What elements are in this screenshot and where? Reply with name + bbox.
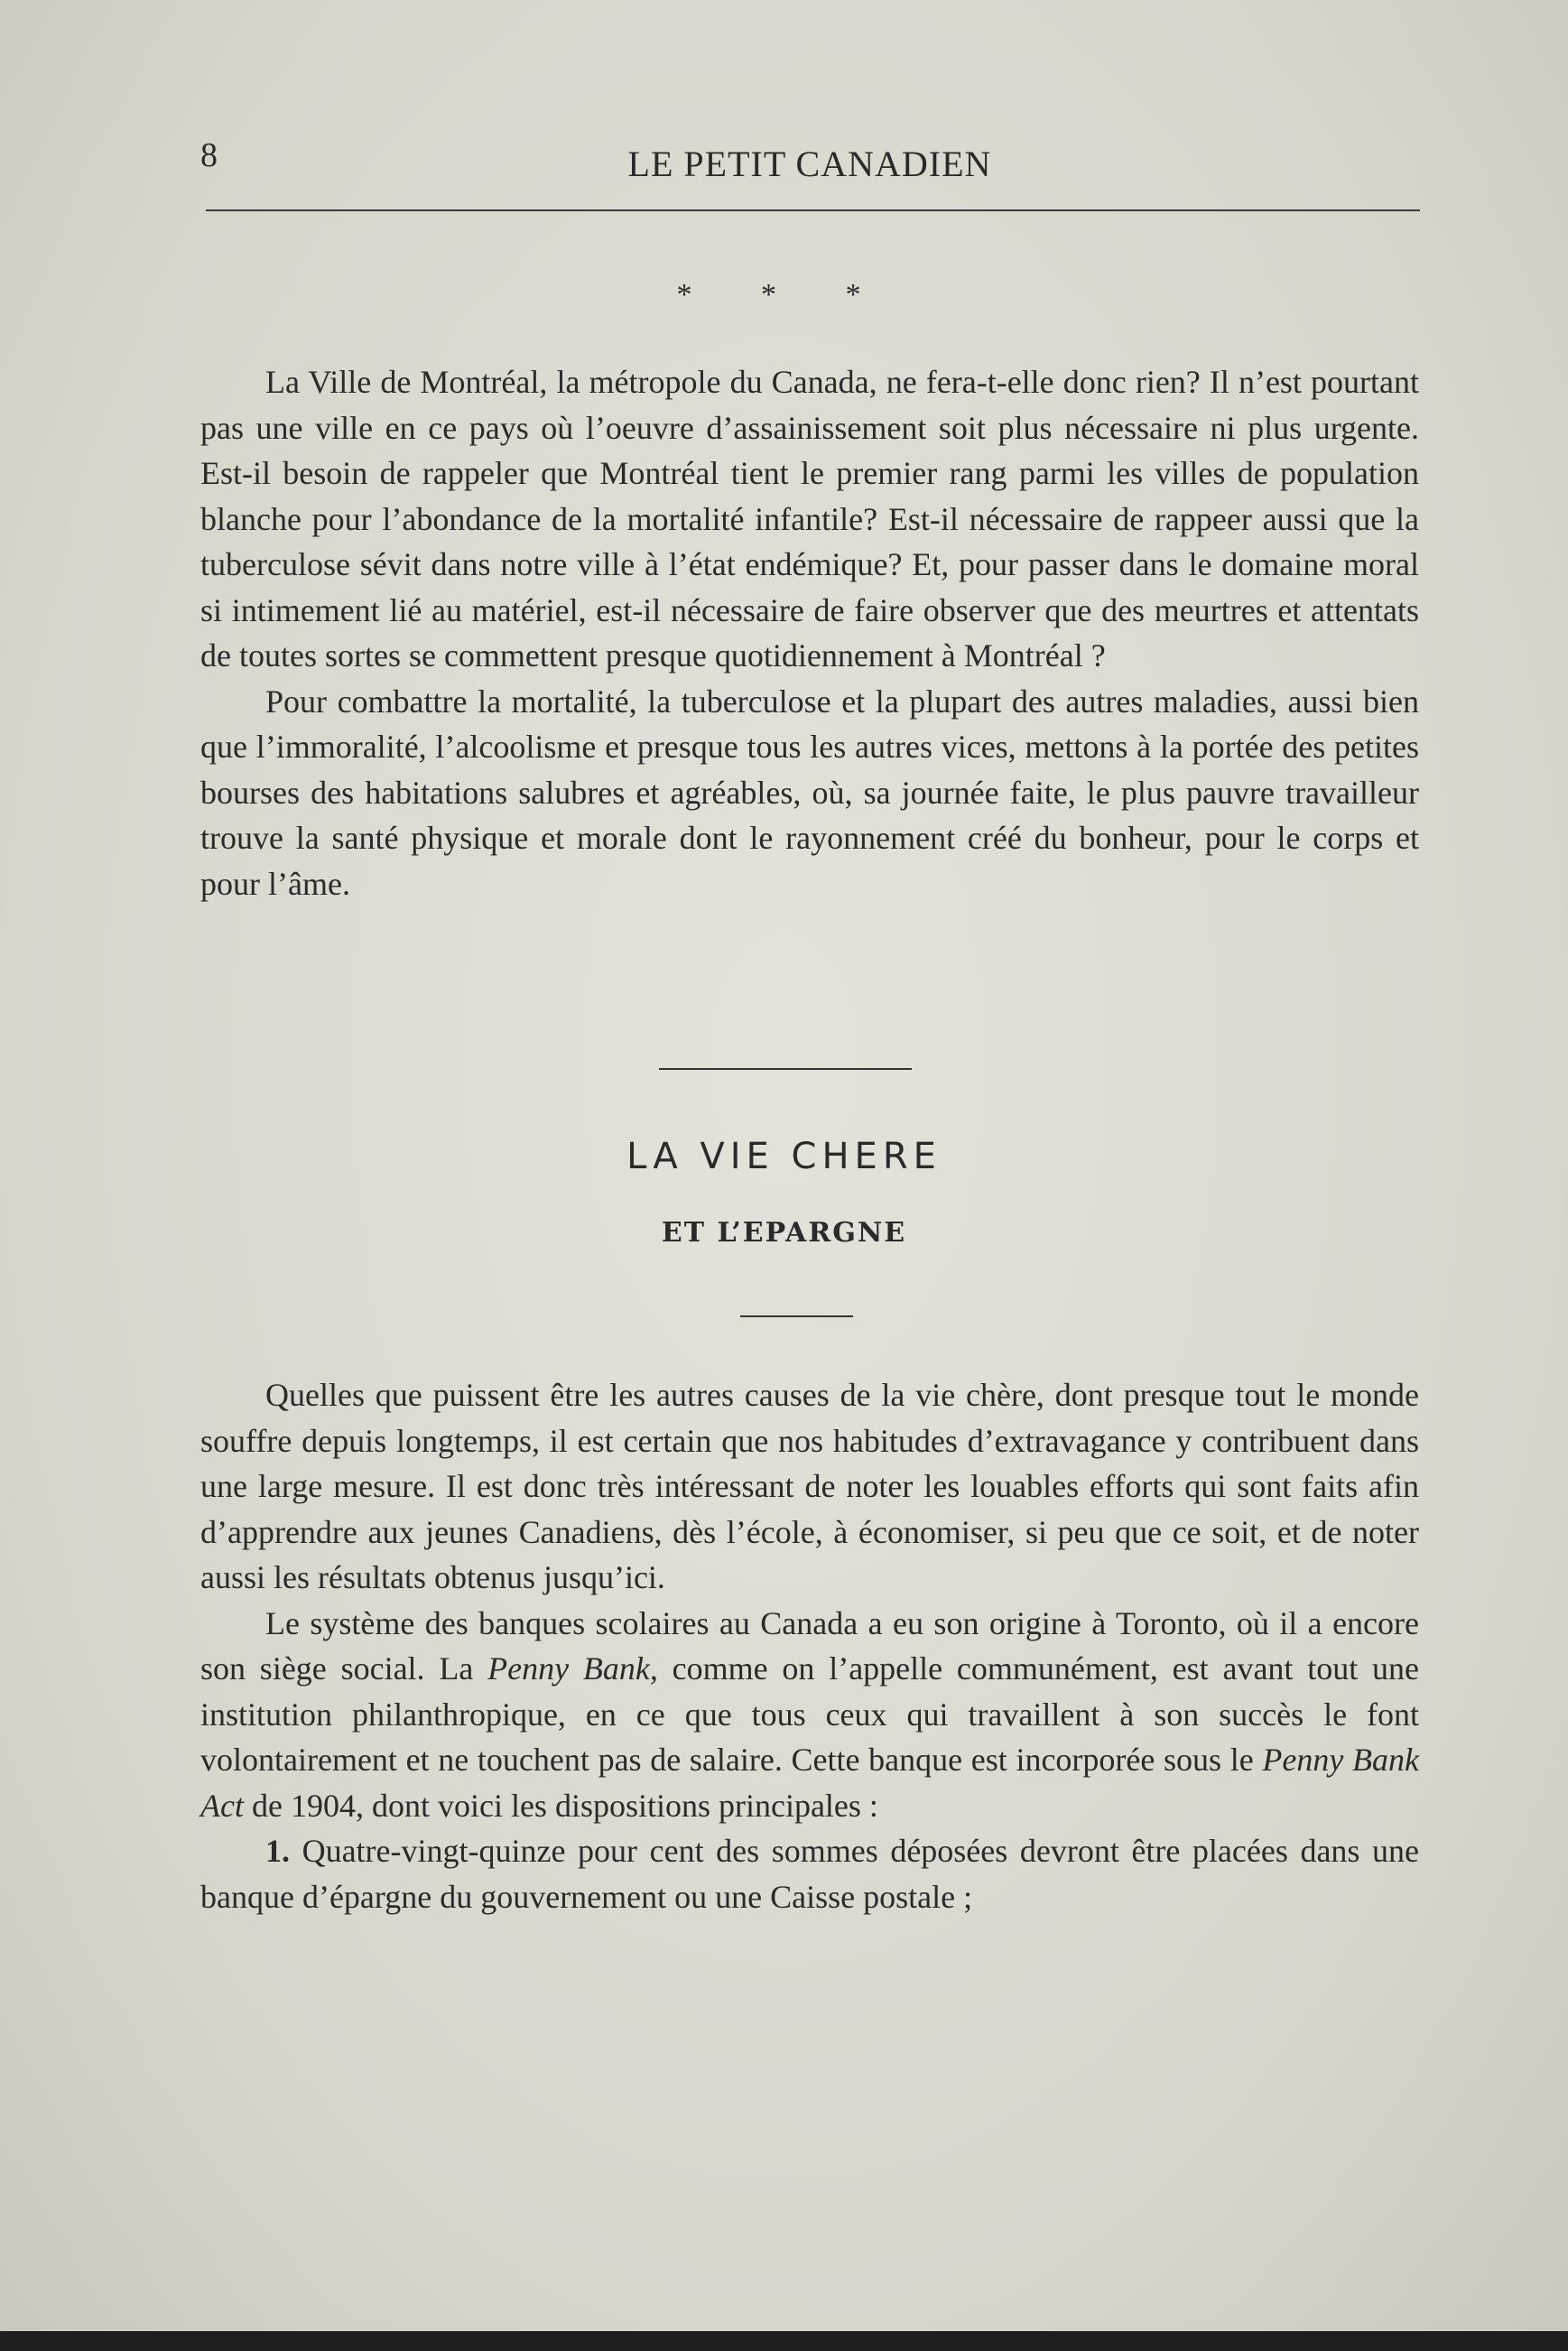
paragraph: La Ville de Montréal, la métropole du Canada, ne fera-t-elle donc rien? Il n’est pourtant pas une ville en ce pays où l’oeuvre d’assainissement soit plus nécessaire ni plus urgente. Est-il besoin de rappeler que Montréal tient le premier rang parmi les villes de population blanche pour l’abondance de la mortalité infantile? Est-il nécessaire de rappeer aussi que la tuberculose sévit dans notre ville à l’état endémique? Et, pour passer dans le domaine moral si intimement lié au matériel, est-il nécessaire de faire observer que des meurtres et attentats de toutes sortes se commettent presque quotidiennement à Montréal ? bbox=[200, 364, 1419, 674]
list-item bbox=[200, 1828, 1419, 1919]
paragraph: Pour combattre la mortalité, la tuberculose et la plupart des autres maladies, aussi bien que l’immoralité, l’alcoolisme et presque tous les autres vices, mettons à la portée des petites bourses des habitations salubres et agréables, où, sa journée faite, le plus pauvre travailleur trouve la santé physique et morale dont le rayonnement créé du bonheur, pour le corps et pour l’âme. bbox=[200, 683, 1419, 902]
paragraph: Quelles que puissent être les autres causes de la vie chère, dont presque tout le monde souffre depuis longtemps, il est certain que nos habitudes d’extravagance y contribuent dans une large mesure. Il est donc très intéressant de noter les louables efforts qui sont faits afin d’apprendre aux jeunes Canadiens, dès l’école, à économiser, si peu que ce soit, et de noter aussi les résultats obtenus jusqu’ici. bbox=[200, 1377, 1419, 1595]
header-rule bbox=[206, 209, 1420, 211]
running-title: LE PETIT CANADIEN bbox=[627, 144, 992, 184]
section1-body bbox=[200, 359, 1419, 906]
page-edge-shadow bbox=[0, 2331, 1568, 2351]
text-run: comme on l’appelle communément, est avant tout une institution philanthropique, en ce que tous ceux qui travaillent à son succès le font volontairement et ne touchent pas de salaire. Cette banque est incorporée sous le bbox=[200, 1650, 1420, 1778]
italic-text: Penny Bank Act bbox=[200, 1742, 1419, 1824]
section2-body bbox=[200, 1372, 1419, 1919]
separator-stars: * * * bbox=[676, 278, 892, 311]
item-text: Quatre-vingt-quinze pour cent des sommes déposées devront être placées dans une banque d’épargne du gouvernement ou une Caisse postale ; bbox=[200, 1833, 1419, 1915]
section-subtitle: ET L’EPARGNE bbox=[661, 1217, 907, 1249]
paragraph bbox=[200, 1601, 1419, 1829]
text-run: de 1904, dont voici les dispositions principales : bbox=[243, 1787, 878, 1824]
text-run: Le système des banques scolaires au Canada a eu son origine à Toronto, où il a encore son siège social. La bbox=[200, 1604, 1419, 1687]
title-divider bbox=[740, 1315, 853, 1317]
page-header bbox=[200, 135, 1419, 190]
italic-text: Penny Bank, bbox=[487, 1650, 658, 1687]
section-divider bbox=[659, 1068, 912, 1070]
item-number: 1. bbox=[265, 1833, 290, 1869]
section-title: LA VIE CHERE bbox=[626, 1136, 942, 1177]
page-number: 8 bbox=[200, 136, 218, 174]
